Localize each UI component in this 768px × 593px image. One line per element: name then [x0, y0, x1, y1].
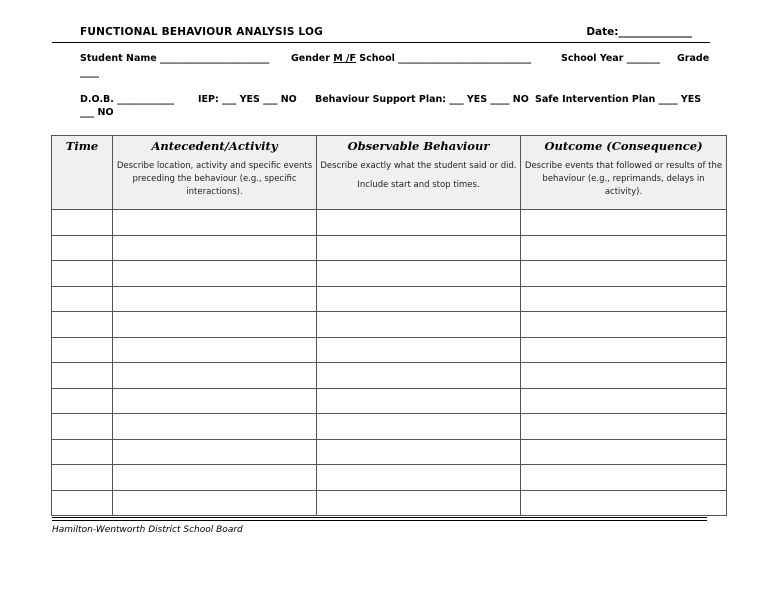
outcome-cell[interactable] — [521, 465, 727, 491]
antecedent-cell[interactable] — [113, 210, 317, 236]
column-header-outcome — [521, 136, 727, 210]
time-cell[interactable] — [52, 414, 113, 440]
grade-label: Grade — [677, 53, 710, 64]
title-row — [80, 26, 692, 42]
date-field[interactable]: Date:______________ — [586, 26, 692, 38]
time-cell[interactable] — [52, 210, 113, 236]
safe-intervention-plan-field[interactable]: Safe Intervention Plan ____ YES — [535, 94, 702, 105]
column-title: Antecedent/Activity — [151, 139, 278, 153]
safe-intervention-plan-no[interactable]: ___ NO — [80, 107, 114, 118]
time-cell[interactable] — [52, 388, 113, 414]
outcome-cell[interactable] — [521, 414, 727, 440]
table-row — [52, 363, 727, 389]
antecedent-cell[interactable] — [113, 337, 317, 363]
outcome-cell[interactable] — [521, 337, 727, 363]
behaviour-log-table — [51, 135, 727, 516]
column-description: Describe events that followed or results of the behaviour (e.g., reprimands, delays in activity). — [524, 161, 723, 197]
time-cell[interactable] — [52, 312, 113, 338]
gender-label: Gender — [291, 53, 334, 64]
time-cell[interactable] — [52, 490, 113, 516]
outcome-cell[interactable] — [521, 312, 727, 338]
table-row — [52, 414, 727, 440]
time-cell[interactable] — [52, 465, 113, 491]
antecedent-cell[interactable] — [113, 414, 317, 440]
time-cell[interactable] — [52, 363, 113, 389]
column-description: Describe exactly what the student said or did. — [320, 161, 517, 171]
grade-field[interactable]: ____ — [80, 67, 99, 78]
outcome-cell[interactable] — [521, 235, 727, 261]
behaviour-cell[interactable] — [317, 312, 521, 338]
outcome-cell[interactable] — [521, 439, 727, 465]
column-description-extra: Include start and stop times. — [357, 180, 480, 190]
dob-field[interactable]: D.O.B. ____________ — [80, 94, 175, 105]
outcome-cell[interactable] — [521, 261, 727, 287]
column-title: Time — [65, 139, 99, 153]
antecedent-cell[interactable] — [113, 388, 317, 414]
table-header-row — [52, 136, 727, 210]
footer-divider — [52, 517, 707, 518]
table-row — [52, 210, 727, 236]
behaviour-support-plan-field[interactable]: Behaviour Support Plan: ___ YES ____ NO — [315, 94, 529, 105]
behaviour-cell[interactable] — [317, 439, 521, 465]
outcome-cell[interactable] — [521, 286, 727, 312]
column-title: Observable Behaviour — [347, 139, 490, 153]
time-cell[interactable] — [52, 439, 113, 465]
footer-organization: Hamilton-Wentworth District School Board — [52, 525, 243, 535]
iep-field[interactable]: IEP: ___ YES ___ NO — [198, 94, 297, 105]
behaviour-cell[interactable] — [317, 414, 521, 440]
footer-divider — [52, 520, 707, 521]
column-header-time — [52, 136, 113, 210]
outcome-cell[interactable] — [521, 490, 727, 516]
outcome-cell[interactable] — [521, 210, 727, 236]
time-cell[interactable] — [52, 286, 113, 312]
table-row — [52, 490, 727, 516]
antecedent-cell[interactable] — [113, 465, 317, 491]
behaviour-cell[interactable] — [317, 363, 521, 389]
outcome-cell[interactable] — [521, 388, 727, 414]
table-row — [52, 261, 727, 287]
gender-separator: / — [342, 53, 350, 64]
table-row — [52, 312, 727, 338]
gender-m-option[interactable]: M — [333, 53, 343, 64]
column-header-antecedent — [113, 136, 317, 210]
behaviour-cell[interactable] — [317, 286, 521, 312]
antecedent-cell[interactable] — [113, 363, 317, 389]
gender-f-option[interactable]: F — [349, 53, 356, 64]
outcome-cell[interactable] — [521, 363, 727, 389]
school-year-field[interactable]: School Year _______ — [561, 53, 660, 64]
antecedent-cell[interactable] — [113, 312, 317, 338]
header-divider — [52, 42, 710, 43]
antecedent-cell[interactable] — [113, 439, 317, 465]
student-name-field[interactable]: Student Name _______________________ — [80, 53, 270, 64]
column-header-observable-behaviour — [317, 136, 521, 210]
gender-school-field[interactable] — [291, 53, 531, 64]
school-field[interactable]: School ____________________________ — [356, 53, 532, 64]
table-row — [52, 286, 727, 312]
behaviour-cell[interactable] — [317, 490, 521, 516]
table-row — [52, 337, 727, 363]
column-description: Describe location, activity and specific events preceding the behaviour (e.g., specific interactions). — [116, 161, 313, 197]
time-cell[interactable] — [52, 235, 113, 261]
antecedent-cell[interactable] — [113, 235, 317, 261]
behaviour-cell[interactable] — [317, 261, 521, 287]
time-cell[interactable] — [52, 337, 113, 363]
table-row — [52, 465, 727, 491]
table-row — [52, 235, 727, 261]
antecedent-cell[interactable] — [113, 261, 317, 287]
time-cell[interactable] — [52, 261, 113, 287]
behaviour-cell[interactable] — [317, 210, 521, 236]
document-title: FUNCTIONAL BEHAVIOUR ANALYSIS LOG — [80, 26, 323, 38]
behaviour-cell[interactable] — [317, 388, 521, 414]
table-body — [52, 210, 727, 516]
behaviour-cell[interactable] — [317, 235, 521, 261]
behaviour-cell[interactable] — [317, 465, 521, 491]
antecedent-cell[interactable] — [113, 286, 317, 312]
antecedent-cell[interactable] — [113, 490, 317, 516]
table-row — [52, 439, 727, 465]
behaviour-cell[interactable] — [317, 337, 521, 363]
column-title: Outcome (Consequence) — [544, 139, 703, 153]
table-row — [52, 388, 727, 414]
